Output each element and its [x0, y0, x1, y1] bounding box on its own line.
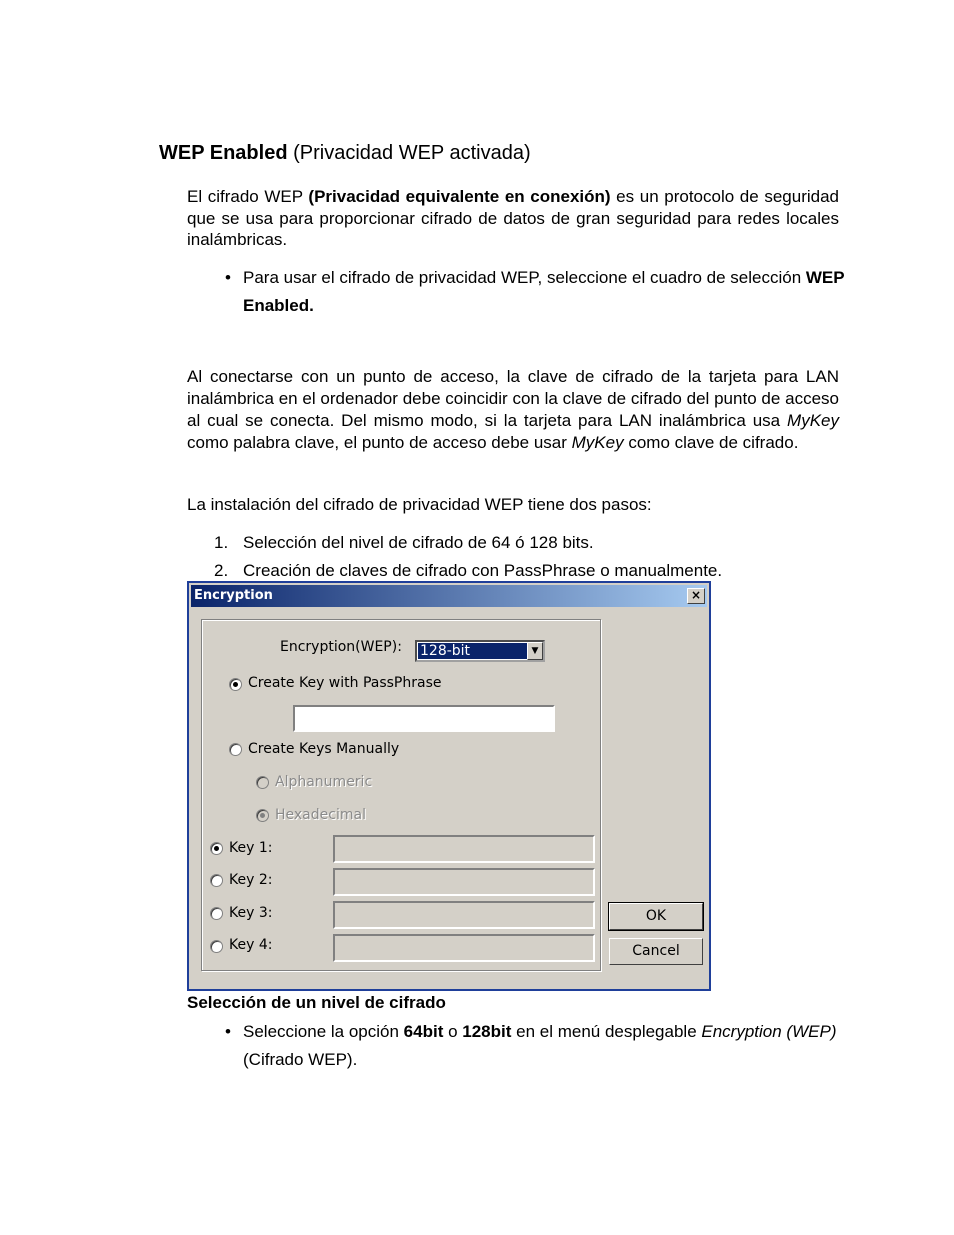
bullet-select-level: [225, 1018, 845, 1074]
key4-label: Key 4:: [229, 937, 273, 953]
encryption-label: Encryption(WEP):: [280, 639, 402, 655]
encryption-select[interactable]: [415, 640, 545, 662]
encryption-dialog: [187, 581, 711, 991]
dialog-titlebar: [191, 585, 707, 607]
radio-dot: [214, 846, 219, 851]
manual-radio[interactable]: [229, 743, 242, 756]
dialog-title: Encryption: [194, 588, 273, 603]
passphrase-radio[interactable]: [229, 678, 242, 691]
connection-paragraph: Al conectarse con un punto de acceso, la clave de cifrado de la tarjeta para LAN inalámbrica en el ordenador debe coincidir con la clave de cifrado del punto de acceso al cual se conecta. Del mismo modo, si la tarjeta para LAN inalámbrica usa MyKey como palabra clave, el punto de acceso debe usar MyKey como clave de cifrado.: [187, 367, 839, 452]
key2-label: Key 2:: [229, 872, 273, 888]
intro-paragraph: [187, 186, 839, 251]
key3-input[interactable]: [333, 901, 595, 929]
key3-radio[interactable]: [210, 907, 223, 920]
key2-radio[interactable]: [210, 874, 223, 887]
bullet-text: Seleccione la opción 64bit o 128bit en el menú desplegable Encryption (WEP) (Cifrado WEP).: [243, 1022, 837, 1069]
chevron-down-icon[interactable]: ▼: [527, 642, 543, 660]
passphrase-input[interactable]: [293, 705, 555, 732]
intro-text: El cifrado WEP: [187, 187, 309, 206]
steps-intro: La instalación del cifrado de privacidad WEP tiene dos pasos:: [187, 495, 652, 514]
bullet-text: Para usar el cifrado de privacidad WEP, seleccione el cuadro de selección WEP Enabled.: [243, 268, 845, 315]
alphanumeric-radio[interactable]: [256, 776, 269, 789]
hexadecimal-label: Hexadecimal: [275, 807, 366, 823]
key4-input[interactable]: [333, 934, 595, 962]
passphrase-label: Create Key with PassPhrase: [248, 675, 442, 691]
figure-caption: Selección de un nivel de cifrado: [187, 993, 446, 1012]
key4-radio[interactable]: [210, 940, 223, 953]
alphanumeric-label: Alphanumeric: [275, 774, 373, 790]
key1-input[interactable]: [333, 835, 595, 863]
encryption-selected-value: 128-bit: [418, 643, 528, 659]
hexadecimal-radio[interactable]: [256, 809, 269, 822]
intro-text-end: es un protocolo de seguridad que se usa para proporcionar cifrado de datos de gran seguridad para redes locales inalámbricas.: [187, 187, 839, 249]
cancel-button[interactable]: Cancel: [609, 938, 703, 965]
key1-label: Key 1:: [229, 840, 273, 856]
close-icon[interactable]: ×: [687, 588, 705, 604]
step-1: 1. Selección del nivel de cifrado de 64 ó 128 bits.: [214, 533, 594, 552]
step-2: 2. Creación de claves de cifrado con PassPhrase o manualmente.: [214, 561, 723, 580]
key3-label: Key 3:: [229, 905, 273, 921]
bullet-dot: •: [225, 1022, 231, 1041]
manual-label: Create Keys Manually: [248, 741, 400, 757]
radio-dot: [260, 813, 265, 818]
bullet-wep-enable: [225, 264, 845, 320]
heading-rest: (Privacidad WEP activada): [287, 142, 531, 164]
heading-bold: WEP Enabled: [159, 142, 288, 164]
key2-input[interactable]: [333, 868, 595, 896]
ok-button[interactable]: OK: [609, 903, 703, 930]
key1-radio[interactable]: [210, 842, 223, 855]
radio-dot: [233, 682, 238, 687]
section-heading: [159, 142, 531, 165]
bullet-dot: •: [225, 268, 231, 287]
intro-bold: (Privacidad equivalente en conexión): [308, 187, 611, 206]
